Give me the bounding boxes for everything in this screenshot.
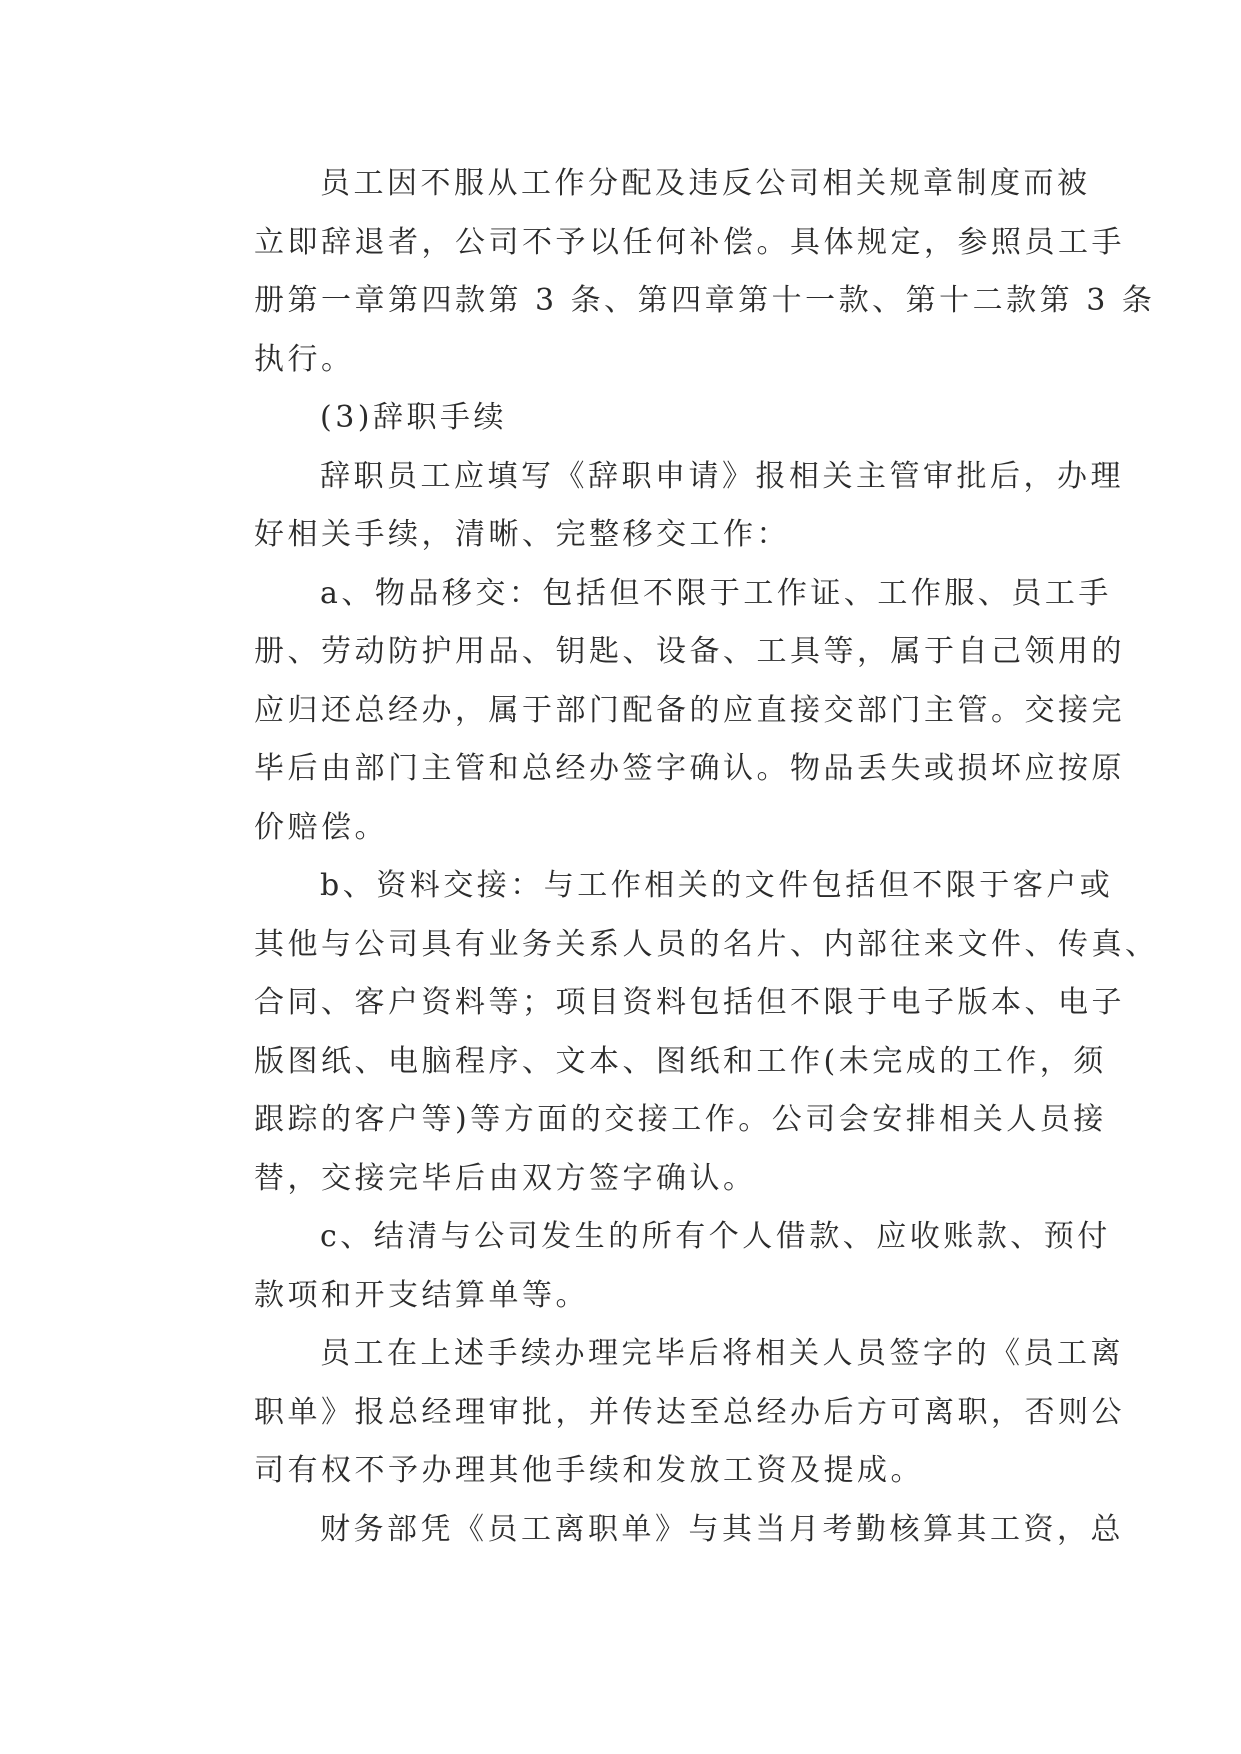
section-heading: (3)辞职手续: [320, 400, 507, 435]
text-line: 其他与公司具有业务关系人员的名片、内部往来文件、传真、: [254, 926, 1159, 962]
text-line: 应归还总经办，属于部门配备的应直接交部门主管。交接完: [254, 692, 1125, 728]
section-heading-resignation-procedure: [188, 389, 1045, 448]
text-line: 跟踪的客户等)等方面的交接工作。公司会安排相关人员接: [254, 1102, 1107, 1137]
paragraph-finance-settlement: [188, 1501, 1124, 1560]
paragraph-resignation-application: [188, 448, 1124, 565]
paragraph-item-handover: [188, 565, 1125, 858]
text-line: c、结清与公司发生的所有个人借款、应收账款、预付: [320, 1219, 1111, 1254]
text-line: 款项和开支结算单等。: [254, 1277, 589, 1313]
text-line: 价赔偿。: [254, 809, 388, 845]
text-line: 员工在上述手续办理完毕后将相关人员签字的《员工离: [320, 1336, 1124, 1371]
text-line: 版图纸、电脑程序、文本、图纸和工作(未完成的工作，须: [254, 1043, 1107, 1079]
text-line: 合同、客户资料等；项目资料包括但不限于电子版本、电子: [254, 985, 1125, 1020]
paragraph-document-handover: [188, 857, 1159, 1208]
text-line: b、资料交接：与工作相关的文件包括但不限于客户或: [320, 868, 1114, 903]
text-line: 毕后由部门主管和总经办签字确认。物品丢失或损坏应按原: [254, 751, 1125, 786]
text-line: 执行。: [254, 341, 355, 377]
paragraph-departure-approval: [188, 1325, 1125, 1501]
text-line: 辞职员工应填写《辞职申请》报相关主管审批后，办理: [320, 458, 1124, 494]
text-line: 替，交接完毕后由双方签字确认。: [254, 1160, 757, 1196]
text-line: 好相关手续，清晰、完整移交工作：: [254, 517, 790, 552]
text-line: 册第一章第四款第 3 条、第四章第十一款、第十二款第 3 条: [254, 283, 1156, 318]
text-line: a、物品移交：包括但不限于工作证、工作服、员工手: [320, 575, 1112, 611]
paragraph-dismissal-compensation: [188, 155, 1156, 389]
text-line: 职单》报总经理审批，并传达至总经办后方可离职，否则公: [254, 1394, 1125, 1430]
document-page: [188, 155, 1159, 1559]
text-line: 立即辞退者，公司不予以任何补偿。具体规定，参照员工手: [254, 224, 1125, 260]
text-line: 财务部凭《员工离职单》与其当月考勤核算其工资，总: [320, 1511, 1124, 1547]
text-line: 司有权不予办理其他手续和发放工资及提成。: [254, 1453, 924, 1488]
paragraph-settle-accounts: [188, 1208, 1111, 1325]
text-line: 册、劳动防护用品、钥匙、设备、工具等，属于自己领用的: [254, 634, 1125, 669]
text-line: 员工因不服从工作分配及违反公司相关规章制度而被: [320, 166, 1091, 201]
